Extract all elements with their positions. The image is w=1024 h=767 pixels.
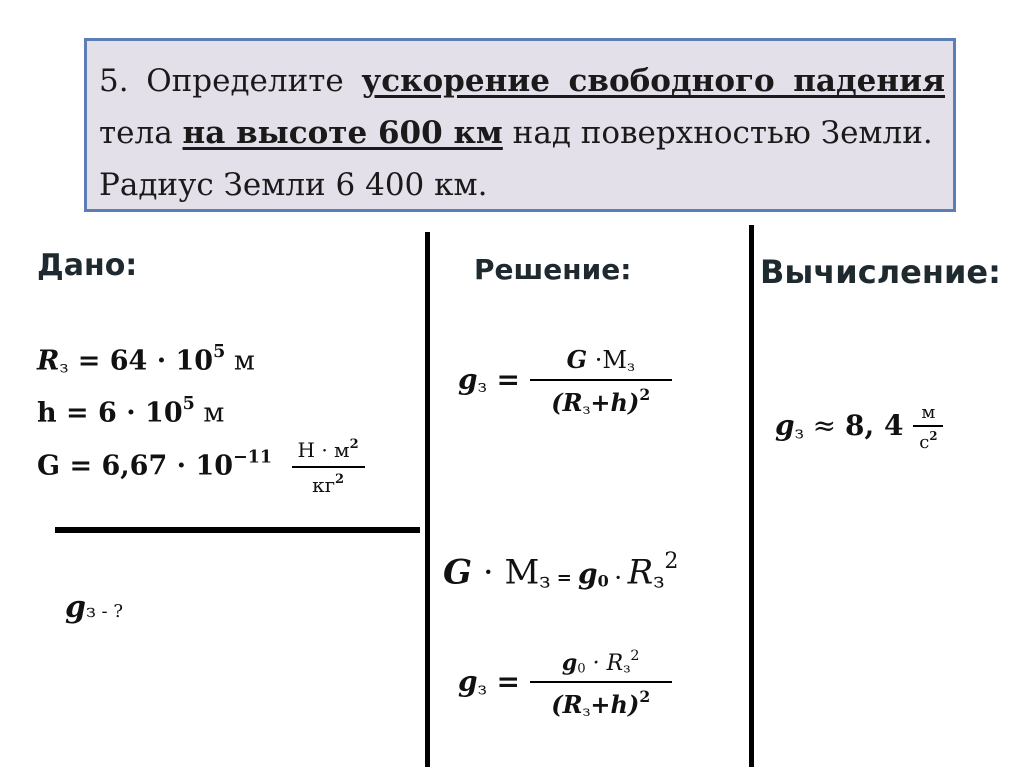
problem-text-4: Радиус Земли 6 400 км. <box>99 167 488 203</box>
formula3-den-radius: (R <box>551 689 583 719</box>
solution-formula-2 <box>443 548 678 593</box>
solution-formula-1 <box>458 345 672 418</box>
formula1-radius-subscript: з <box>582 401 591 418</box>
formula1-plus-h: +h) <box>590 387 640 417</box>
constant-exponent: −11 <box>233 447 273 468</box>
problem-text-1: Определите <box>146 63 344 99</box>
result-subscript: з <box>794 422 804 443</box>
formula3-g0: g <box>561 650 578 676</box>
formula3-den-subscript: з <box>582 703 591 720</box>
constant-unit-denominator: кг <box>312 473 336 498</box>
problem-number: 5. <box>99 63 129 99</box>
find-g-symbol: g <box>65 590 86 625</box>
problem-text-2: тела <box>99 115 173 151</box>
formula2-G: G <box>443 552 473 593</box>
formula1-equals: = <box>486 362 530 396</box>
problem-text-3: над поверхностью Земли. <box>512 115 933 151</box>
formula3-g-symbol: g <box>458 665 478 699</box>
height-exponent: 5 <box>182 394 195 414</box>
formula3-equals: = <box>486 665 530 699</box>
radius-value: = 64 · 10 <box>68 345 214 377</box>
find-suffix: з - ? <box>85 601 123 622</box>
given-radius <box>37 342 255 377</box>
constant-unit-numerator-exponent: 2 <box>349 437 359 452</box>
formula2-g0: g <box>578 557 598 591</box>
earth-subscript: з <box>59 357 69 377</box>
formula1-mass-subscript: з <box>626 358 635 375</box>
formula1-fraction <box>530 345 672 418</box>
radius-unit: м <box>225 345 255 377</box>
problem-emphasis-height: на высоте 600 км <box>182 115 503 151</box>
result-unit-denominator: с <box>919 432 930 454</box>
result-unit-exponent: 2 <box>929 429 938 443</box>
divider-given-find <box>55 527 420 533</box>
problem-box <box>84 38 956 212</box>
result-unit <box>913 402 943 453</box>
formula2-equals: = <box>550 567 579 589</box>
formula2-g0-subscript: 0 <box>597 571 609 591</box>
formula1-G: G <box>566 345 588 374</box>
result-approx: ≈ <box>803 409 845 443</box>
result-unit-numerator: м <box>921 402 936 423</box>
given-gravitational-constant <box>37 437 365 497</box>
solution-formula-3 <box>458 648 672 719</box>
formula1-radius: (R <box>551 387 583 417</box>
formula3-radius: · R <box>585 651 624 676</box>
formula1-subscript: з <box>477 376 487 397</box>
height-unit: м <box>194 397 225 429</box>
formula3-subscript: з <box>477 678 487 699</box>
formula3-g0-subscript: 0 <box>577 661 586 677</box>
formula2-radius-subscript: з <box>653 568 665 593</box>
height-value: h = 6 · 10 <box>37 397 183 429</box>
constant-unit-denominator-exponent: 2 <box>335 472 345 488</box>
constant-value: G = 6,67 · 10 <box>37 450 234 482</box>
constant-unit-numerator: Н · м <box>297 438 350 463</box>
formula1-mass: ·М <box>587 346 627 374</box>
formula1-g-symbol: g <box>458 362 478 396</box>
formula1-square: 2 <box>639 384 651 404</box>
divider-given-solution <box>425 232 430 767</box>
formula3-den-square: 2 <box>639 686 651 706</box>
solution-header: Решение: <box>474 253 632 286</box>
formula2-radius: R <box>627 552 654 593</box>
result-value: 8, 4 <box>845 409 904 443</box>
calculation-header: Вычисление: <box>760 253 1001 291</box>
formula3-fraction <box>530 648 672 719</box>
find-unknown <box>65 590 123 625</box>
formula2-mass: · М <box>472 552 540 593</box>
formula3-plus-h: +h) <box>590 689 640 719</box>
formula2-square: 2 <box>664 548 679 574</box>
radius-symbol: R <box>37 345 60 377</box>
given-height <box>37 394 224 428</box>
formula2-mass-subscript: з <box>539 568 551 593</box>
formula3-square: 2 <box>630 648 640 664</box>
formula3-radius-subscript: з <box>623 661 631 677</box>
constant-unit <box>292 437 365 497</box>
formula2-dot: · <box>608 567 628 589</box>
given-header: Дано: <box>37 248 138 283</box>
problem-emphasis-acceleration: ускорение свободного падения <box>361 63 945 99</box>
calculation-result <box>775 402 943 453</box>
problem-statement <box>99 55 945 211</box>
divider-solution-calculation <box>749 225 754 767</box>
radius-exponent: 5 <box>213 342 226 362</box>
result-g-symbol: g <box>775 409 795 443</box>
